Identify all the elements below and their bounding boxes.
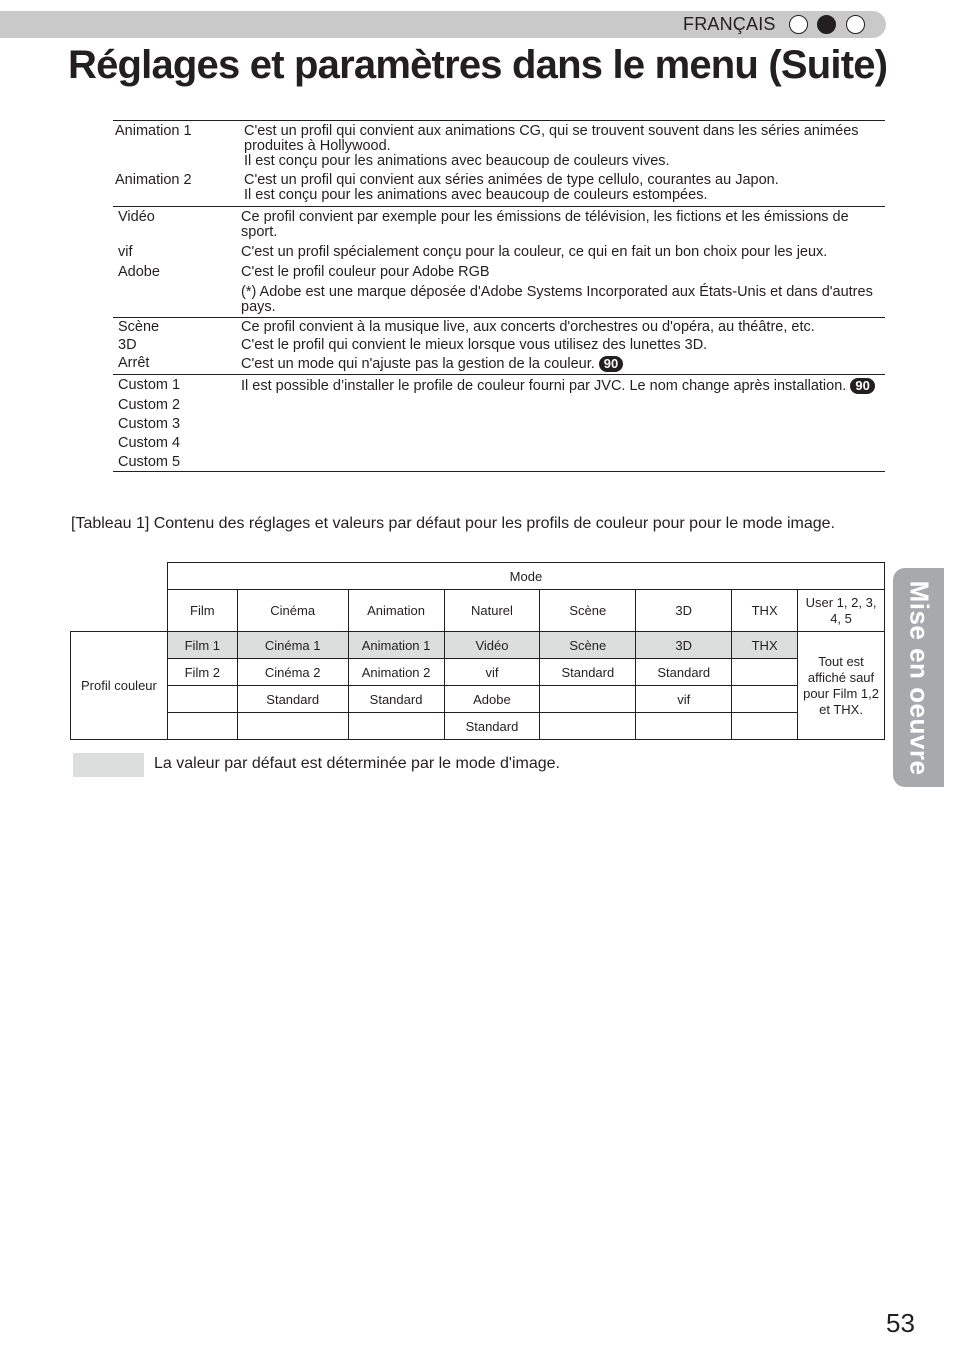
profile-description: C'est un mode qui n'ajuste pas la gestion de la couleur. 90 xyxy=(241,356,885,372)
table-cell: Standard xyxy=(444,713,540,740)
page-reference-badge: 90 xyxy=(599,356,623,372)
mode-column-header: Animation xyxy=(348,590,444,632)
table-cell xyxy=(540,686,636,713)
description-group xyxy=(113,120,885,206)
section-side-tab xyxy=(893,568,944,787)
profile-name: Animation 2 xyxy=(115,172,192,188)
section-indicator-dot-active xyxy=(817,15,836,34)
description-row xyxy=(113,265,885,315)
profile-description xyxy=(241,398,885,413)
mode-header: Mode xyxy=(167,563,884,590)
table-cell xyxy=(636,713,732,740)
mode-column-header: 3D xyxy=(636,590,732,632)
profile-description: C'est le profil qui convient le mieux lorsque vous utilisez des lunettes 3D. xyxy=(241,337,708,353)
page-title: Réglages et paramètres dans le menu (Suite) xyxy=(68,43,888,87)
description-group xyxy=(113,317,885,374)
description-row xyxy=(113,455,885,470)
description-row xyxy=(113,124,885,169)
table-cell xyxy=(167,713,237,740)
table-cell xyxy=(237,713,348,740)
table-cell: Cinéma 2 xyxy=(237,659,348,686)
profile-description xyxy=(241,455,885,470)
description-row xyxy=(113,417,885,432)
table-cell: Film 2 xyxy=(167,659,237,686)
table-cell-default: Animation 1 xyxy=(348,632,444,659)
table-cell xyxy=(167,686,237,713)
profile-description: C'est un profil spécialement conçu pour la couleur, ce qui en fait un bon choix pour les jeux. xyxy=(241,244,828,260)
mode-column-header: Scène xyxy=(540,590,636,632)
description-row xyxy=(113,356,885,372)
profile-description: Ce profil convient à la musique live, aux concerts d'orchestres ou d'opéra, au théâtre, etc. xyxy=(241,319,815,335)
table-cell-default: THX xyxy=(732,632,798,659)
table-cell: Standard xyxy=(237,686,348,713)
profile-description: C'est un profil qui convient aux séries animées de type cellulo, courantes au Japon. Il est conçu pour les animations avec beaucoup de couleurs estompées. xyxy=(244,172,779,203)
table-cell-default: Scène xyxy=(540,632,636,659)
page-reference-badge: 90 xyxy=(850,378,874,394)
page-number: 53 xyxy=(886,1308,915,1338)
description-row xyxy=(113,436,885,451)
mode-column-header: User 1, 2, 3, 4, 5 xyxy=(798,590,885,632)
table-cell xyxy=(732,686,798,713)
profile-name: Arrêt xyxy=(118,355,150,371)
profile-description: C'est le profil couleur pour Adobe RGB (*) Adobe est une marque déposée d'Adobe Systems Incorporated aux États-Unis et dans d'autres pays. xyxy=(241,264,873,315)
profile-name: Scène xyxy=(118,319,160,335)
description-group xyxy=(113,206,885,317)
table-cell: Animation 2 xyxy=(348,659,444,686)
description-row xyxy=(113,173,885,203)
table-cell-default: 3D xyxy=(636,632,732,659)
table-cell: vif xyxy=(444,659,540,686)
profile-name: Custom 2 xyxy=(118,397,181,413)
description-row xyxy=(113,398,885,413)
profile-description xyxy=(241,436,885,451)
profile-name: Animation 1 xyxy=(115,123,192,139)
table-cell: Standard xyxy=(348,686,444,713)
table-cell: Standard xyxy=(540,659,636,686)
description-row xyxy=(113,210,885,240)
description-group xyxy=(113,374,885,472)
mode-column-header: THX xyxy=(732,590,798,632)
side-tab-label: Mise en oeuvre xyxy=(904,580,934,775)
mode-column-header: Film xyxy=(167,590,237,632)
table-cell-default: Cinéma 1 xyxy=(237,632,348,659)
table-cell-default: Film 1 xyxy=(167,632,237,659)
table-cell xyxy=(732,659,798,686)
legend-swatch xyxy=(73,753,144,777)
table-cell xyxy=(540,713,636,740)
mode-column-header: Cinéma xyxy=(237,590,348,632)
section-indicator-dot xyxy=(789,15,808,34)
description-row xyxy=(113,245,885,260)
mode-profile-table xyxy=(70,562,885,740)
profile-name: Custom 3 xyxy=(118,416,181,432)
table-cell xyxy=(348,713,444,740)
description-row xyxy=(113,378,885,394)
profile-description-table xyxy=(113,120,885,472)
description-row xyxy=(113,320,885,335)
profile-row-label: Profil couleur xyxy=(71,632,168,740)
table-caption: [Tableau 1] Contenu des réglages et valeurs par défaut pour les profils de couleur pour pour le mode image. xyxy=(71,515,836,532)
language-label: FRANÇAIS xyxy=(683,14,776,34)
section-indicator-dot xyxy=(846,15,865,34)
profile-name: 3D xyxy=(118,337,137,353)
description-row xyxy=(113,338,885,353)
profile-name: vif xyxy=(118,244,133,260)
profile-name: Vidéo xyxy=(118,209,155,225)
profile-description: C'est un profil qui convient aux animations CG, qui se trouvent souvent dans les séries animées produites à Hollywood. Il est conçu pour les animations avec beaucoup de couleurs vives. xyxy=(244,123,859,169)
profile-name: Custom 1 xyxy=(118,377,181,393)
profile-description: Il est possible d’installer le profile de couleur fourni par JVC. Le nom change après installation. 90 xyxy=(241,378,885,394)
legend-text: La valeur par défaut est déterminée par le mode d'image. xyxy=(154,755,560,772)
table-cell xyxy=(732,713,798,740)
mode-column-header: Naturel xyxy=(444,590,540,632)
table-cell: Standard xyxy=(636,659,732,686)
profile-name: Custom 5 xyxy=(118,454,181,470)
user-mode-note: Tout est affiché sauf pour Film 1,2 et THX. xyxy=(798,632,885,740)
profile-name: Adobe xyxy=(118,264,160,280)
table-cell-default: Vidéo xyxy=(444,632,540,659)
profile-description xyxy=(241,417,885,432)
table-cell: vif xyxy=(636,686,732,713)
profile-description: Ce profil convient par exemple pour les émissions de télévision, les fictions et les émissions de sport. xyxy=(241,209,849,240)
profile-name: Custom 4 xyxy=(118,435,181,451)
table-cell: Adobe xyxy=(444,686,540,713)
